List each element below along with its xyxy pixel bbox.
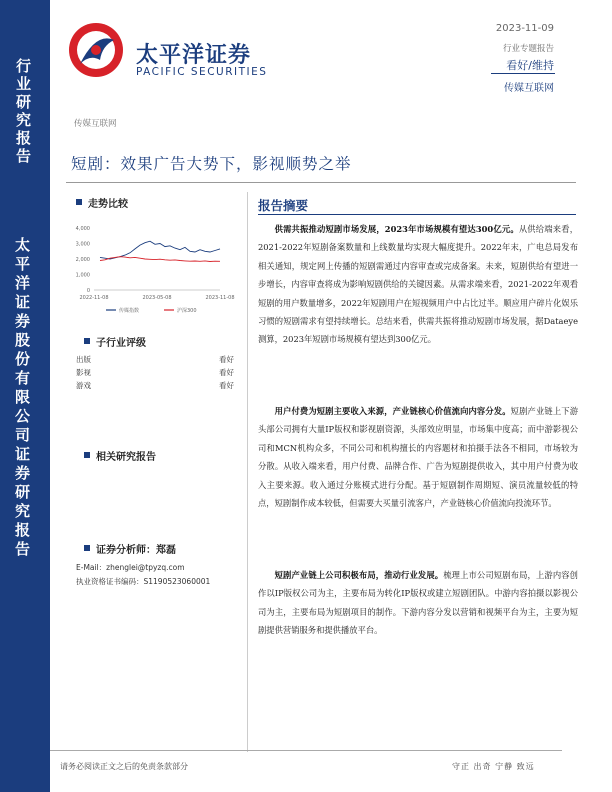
summary-p1-body: 从供给端来看，2021-2022年短剧备案数量和上线数量均实现大幅度提升。2022年末，广电总局发布相关通知，规定网上传播的短剧需通过内容审查或完成备案。未来，短剧供给有望进一步增长，内容审查将成为影响短剧供给的关键因素。从需求端来看，2021-2022年观看短剧的用户数量增多，2022年短剧用户在短视频用户中占比过半。顺应用户碎片化娱乐习惯的短剧需求有望持续增长。总结来看，供需共振将推动短剧市场发展，据Dataeye测算，2023年短剧市场规模有望达到300亿元。 [258, 224, 578, 345]
sub-industry-label: 传媒互联网 [74, 119, 117, 129]
analyst-email: E-Mail：zhenglei@tpyzq.com [76, 563, 185, 572]
analyst-info [76, 561, 210, 589]
sidebar-bottom-label: 太平洋证券股份有限公司证券研究报告 [13, 237, 31, 560]
summary-p1-lead: 供需共振推动短剧市场发展，2023年市场规模有望达300亿元。 [274, 224, 519, 234]
y-tick-label: 3,000 [75, 241, 90, 248]
rating-row-value: 看好 [219, 381, 234, 390]
page-title: 短剧：效果广告大势下，影视顺势之举 [71, 155, 352, 173]
related-section-marker [84, 452, 90, 458]
ratings-section-marker [84, 338, 90, 344]
trend-chart [68, 222, 240, 322]
rating-row-name: 出版 [76, 355, 91, 364]
header-divider [491, 73, 555, 74]
rating-row [76, 380, 234, 393]
summary-p2-lead: 用户付费为短剧主要收入来源，产业链核心价值流向内容分发。 [274, 406, 511, 416]
footer-motto: 守正 出奇 宁静 致远 [452, 762, 535, 771]
report-type: 行业专题报告 [502, 44, 554, 54]
footer-divider [50, 750, 562, 751]
x-tick-label: 2022-11-08 [79, 295, 109, 301]
y-tick-label: 2,000 [75, 257, 90, 263]
rating-row-value: 看好 [219, 368, 234, 377]
ratings-heading: 子行业评级 [96, 338, 146, 349]
trend-section-marker [76, 199, 82, 205]
y-tick-label: 0 [86, 288, 90, 294]
series-line-0 [100, 241, 220, 259]
summary-paragraph-1 [258, 220, 578, 349]
series-line-1 [100, 257, 220, 262]
rating-row-name: 影视 [76, 368, 91, 377]
related-reports-heading: 相关研究报告 [96, 452, 156, 463]
industry-rating: 看好/维持 [506, 59, 554, 72]
rating-row [76, 367, 234, 380]
y-tick-label: 4,000 [75, 226, 90, 232]
title-divider [66, 182, 576, 183]
y-tick-label: 1,000 [75, 272, 90, 279]
rating-row [76, 354, 234, 367]
analyst-heading: 证券分析师：郑磊 [96, 545, 176, 556]
summary-paragraph-3 [258, 566, 578, 640]
summary-p3-lead: 短剧产业链上公司积极布局，推动行业发展。 [274, 570, 444, 580]
rating-row-name: 游戏 [76, 381, 91, 390]
x-tick-label: 2023-11-08 [205, 295, 235, 301]
summary-p3-body: 梳理上市公司短剧布局，上游内容创作以IP版权公司为主，主要布局为转化IP版权或建立短剧团队。中游内容拍摄以影视公司为主，主要布局为短剧项目的制作。下游内容分发以营销和视频平台为主，主要为短剧提供营销服务和提供播放平台。 [258, 570, 578, 636]
rating-row-value: 看好 [219, 355, 234, 364]
brand-name-en: PACIFIC SECURITIES [136, 66, 268, 78]
analyst-license: 执业资格证书编码：S1190523060001 [76, 577, 211, 586]
sidebar-top [0, 0, 50, 185]
sidebar-bottom [0, 185, 50, 792]
x-tick-label: 2023-05-08 [142, 295, 172, 301]
column-divider [247, 192, 248, 752]
trend-heading: 走势比较 [88, 199, 128, 210]
brand-name-cn: 太平洋证券 [136, 42, 252, 68]
legend-label: 传媒指数 [119, 308, 140, 314]
summary-divider [258, 214, 576, 215]
summary-paragraph-2 [258, 402, 578, 512]
header-industry: 传媒互联网 [504, 83, 554, 94]
analyst-section-marker [84, 545, 90, 551]
summary-p2-body: 短剧产业链上下游头部公司拥有大量IP版权和影视剧资源，头部效应明显，市场集中度高；而中游影视公司和MCN机构众多，不同公司和机构擅长的内容题材和拍摄手法各不相同，市场较为分散。从收入端来看，用户付费、品牌合作、广告为短剧提供收入，其中用户付费为收入主要来源。收入通过分账模式进行分配。基于短剧制作周期短、演员流量较低的特点，短剧制作成本较低，但需要大买量引流客户，产业链核心价值流向投流环节。 [258, 406, 578, 509]
footer-disclaimer: 请务必阅读正文之后的免责条款部分 [60, 762, 188, 771]
ratings-table [76, 354, 234, 393]
sidebar-top-label: 行业研究报告 [14, 58, 32, 166]
report-date: 2023-11-09 [495, 23, 554, 34]
legend-label: 沪深300 [177, 308, 197, 314]
summary-heading: 报告摘要 [258, 198, 309, 213]
